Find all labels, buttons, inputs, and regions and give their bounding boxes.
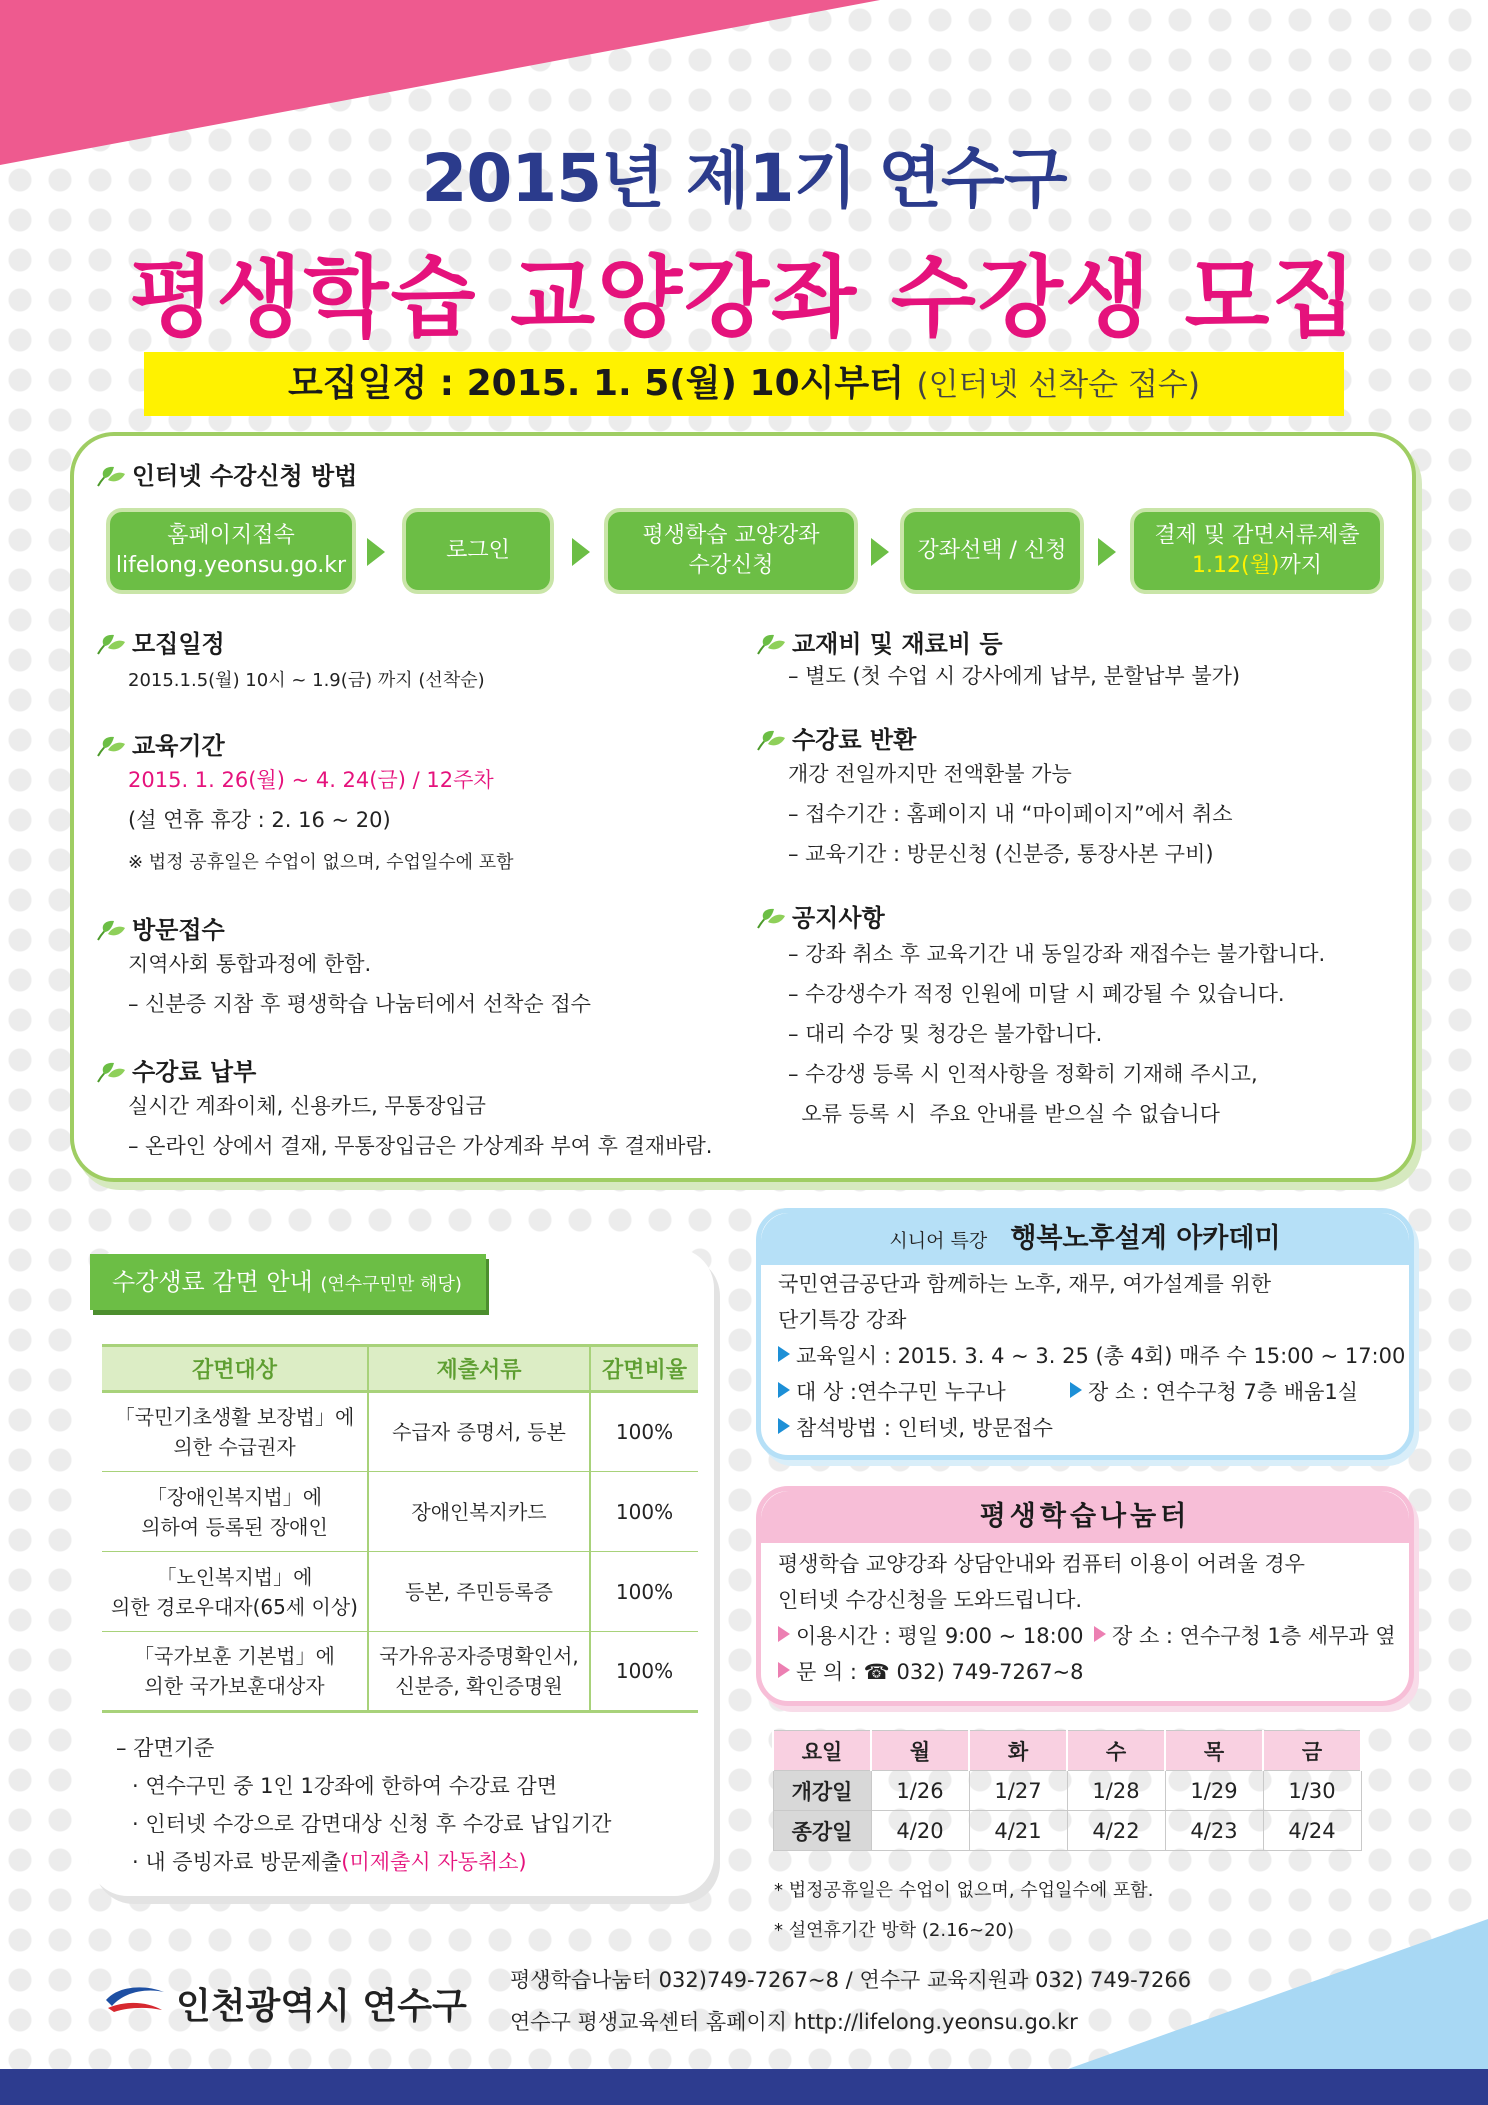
step-label: 결제 및 감면서류제출 <box>1154 523 1360 548</box>
center-phone <box>778 1652 1084 1692</box>
leaf-icon <box>756 907 786 929</box>
yeonsu-logo-icon <box>104 1980 166 2014</box>
footer-homepage: 연수구 평생교육센터 홈페이지 http://lifelong.yeonsu.go.kr <box>510 2010 1078 2034</box>
target-cell <box>102 1632 368 1712</box>
senior-place <box>1070 1372 1358 1412</box>
visit-line2: – 신분증 지참 후 평생학습 나눔터에서 선착순 접수 <box>128 992 591 1016</box>
table-cell: 4/21 <box>969 1811 1067 1851</box>
cell-text: 장애인복지카드 <box>411 1499 547 1524</box>
senior-method-text: 참석방법 : 인터넷, 방문접수 <box>796 1416 1053 1440</box>
col-header: 목 <box>1165 1731 1263 1771</box>
refund-line3: – 교육기간 : 방문신청 (신분증, 통장사본 구비) <box>788 842 1214 866</box>
leaf-icon <box>96 633 126 655</box>
table-cell: 1/28 <box>1067 1771 1165 1811</box>
doc-cell <box>368 1472 590 1552</box>
table-row <box>102 1552 698 1632</box>
notice-line: 오류 등록 시 주요 안내를 받으실 수 없습니다 <box>788 1102 1220 1126</box>
deadline-highlight: 1.12(월) <box>1192 553 1280 578</box>
schedule-banner <box>144 352 1344 416</box>
col-header: 제출서류 <box>368 1346 590 1392</box>
notice-title: 공지사항 <box>756 898 885 933</box>
senior-desc1: 국민연금공단과 함께하는 노후, 재무, 여가설계를 위한 <box>778 1272 1272 1296</box>
target-cell <box>102 1472 368 1552</box>
leaf-icon <box>756 633 786 655</box>
doc-cell <box>368 1552 590 1632</box>
deadline-suffix: 까지 <box>1279 553 1322 578</box>
table-row <box>102 1632 698 1712</box>
cell-text: 「노인복지법」에 <box>156 1564 313 1589</box>
criteria-title: – 감면기준 <box>116 1736 215 1760</box>
table-cell: 4/24 <box>1263 1811 1361 1851</box>
refund-line1: 개강 전일까지만 전액환불 가능 <box>788 762 1072 786</box>
table-cell: 4/23 <box>1165 1811 1263 1851</box>
triangle-bullet-icon <box>778 1382 790 1398</box>
step-label: 로그인 <box>446 538 510 563</box>
table-cell: 4/22 <box>1067 1811 1165 1851</box>
center-hours-text: 이용시간 : 평일 9:00 ~ 18:00 <box>796 1624 1084 1648</box>
table-header-row <box>773 1731 1361 1771</box>
table-cell: 1/27 <box>969 1771 1067 1811</box>
table-cell: 4/20 <box>871 1811 969 1851</box>
visit-title: 방문접수 <box>96 910 225 945</box>
edu-period-note: ※ 법정 공휴일은 수업이 없으며, 수업일수에 포함 <box>128 852 514 873</box>
center-hours <box>778 1616 1083 1656</box>
target-cell <box>102 1392 368 1472</box>
step-label <box>1192 551 1322 581</box>
cell-text: 의한 경로우대자(65세 이상) <box>111 1594 358 1619</box>
edu-period-break: (설 연휴 휴강 : 2. 16 ~ 20) <box>128 808 391 832</box>
step-apply-course <box>604 508 858 594</box>
course-schedule-table <box>772 1730 1362 1851</box>
doc-cell <box>368 1632 590 1712</box>
table-cell: 1/30 <box>1263 1771 1361 1811</box>
doc-cell <box>368 1392 590 1472</box>
discount-tab <box>90 1254 486 1310</box>
leaf-icon <box>96 465 126 487</box>
table-row <box>773 1811 1361 1851</box>
schedule-sub: (인터넷 선착순 접수) <box>916 367 1200 403</box>
recruit-period-title: 모집일정 <box>96 624 225 659</box>
table-row <box>102 1472 698 1552</box>
criteria-warning: (미제출시 자동취소) <box>341 1850 527 1874</box>
blue-corner-decoration <box>1068 1919 1488 2069</box>
recruit-period-text: 2015.1.5(월) 10시 ~ 1.9(금) 까지 (선착순) <box>128 670 485 691</box>
arrow-right-icon <box>871 538 889 566</box>
col-header: 화 <box>969 1731 1067 1771</box>
table-cell: 1/26 <box>871 1771 969 1811</box>
center-phone-text: 문 의 : ☎ 032) 749-7267~8 <box>796 1660 1084 1684</box>
triangle-bullet-icon <box>1070 1382 1082 1398</box>
table-cell: 1/29 <box>1165 1771 1263 1811</box>
senior-method <box>778 1408 1053 1448</box>
rate-cell: 100% <box>590 1632 698 1712</box>
notice-line: – 수강생수가 적정 인원에 미달 시 폐강될 수 있습니다. <box>788 982 1285 1006</box>
triangle-bullet-icon <box>778 1346 790 1362</box>
cell-text: 의한 수급권자 <box>173 1435 296 1459</box>
center-place <box>1094 1616 1396 1656</box>
step-payment <box>1130 508 1384 594</box>
leaf-icon <box>96 735 126 757</box>
schedule-note2: * 설연휴기간 방학 (2.16~20) <box>774 1920 1014 1941</box>
table-row <box>102 1392 698 1472</box>
visit-line1: 지역사회 통합과정에 한함. <box>128 952 372 976</box>
center-desc2: 인터넷 수강신청을 도와드립니다. <box>778 1588 1083 1612</box>
senior-academy-header <box>761 1213 1409 1265</box>
payment-line1: 실시간 계좌이체, 신용카드, 무통장입금 <box>128 1094 486 1118</box>
triangle-bullet-icon <box>778 1418 790 1434</box>
table-header-row <box>102 1346 698 1392</box>
target-cell <box>102 1552 368 1632</box>
arrow-right-icon <box>1098 538 1116 566</box>
step-label: lifelong.yeonsu.go.kr <box>115 553 347 578</box>
criteria-line: · 인터넷 수강으로 감면대상 신청 후 수강료 납입기간 <box>132 1812 612 1836</box>
center-place-text: 장 소 : 연수구청 1층 세무과 옆 <box>1112 1624 1396 1648</box>
triangle-bullet-icon <box>778 1662 790 1678</box>
footer-contact: 평생학습나눔터 032)749-7267~8 / 연수구 교육지원과 032) 749-7266 <box>510 1968 1192 1992</box>
cell-text: 의하여 등록된 장애인 <box>141 1514 328 1539</box>
step-label: 홈페이지접속 <box>167 523 295 548</box>
step-login <box>402 508 554 594</box>
senior-target <box>778 1372 1006 1412</box>
schedule-note1: * 법정공휴일은 수업이 없으며, 수업일수에 포함. <box>774 1880 1154 1901</box>
criteria-line: · 연수구민 중 1인 1강좌에 한하여 수강료 감면 <box>132 1774 557 1798</box>
edu-period-title: 교육기간 <box>96 726 225 761</box>
senior-title: 행복노후설계 아카데미 <box>1010 1223 1281 1254</box>
edu-period-dates: 2015. 1. 26(월) ~ 4. 24(금) / 12주차 <box>128 768 494 792</box>
cell-text: 「국민기초생활 보장법」에 <box>114 1405 355 1429</box>
discount-table <box>102 1344 698 1713</box>
senior-label: 시니어 특강 <box>889 1230 988 1252</box>
notice-line: – 수강생 등록 시 인적사항을 정확히 기재해 주시고, <box>788 1062 1258 1086</box>
step-label: 수강신청 <box>688 553 774 578</box>
table-row <box>773 1771 1361 1811</box>
col-header: 수 <box>1067 1731 1165 1771</box>
refund-title: 수강료 반환 <box>756 720 916 755</box>
rate-cell: 100% <box>590 1392 698 1472</box>
internet-apply-title: 인터넷 수강신청 방법 <box>96 456 357 491</box>
payment-title: 수강료 납부 <box>96 1052 256 1087</box>
leaf-icon <box>756 729 786 751</box>
learning-center-title: 평생학습나눔터 <box>761 1491 1409 1543</box>
cell-text: 의한 국가보훈대상자 <box>144 1674 325 1698</box>
senior-desc2: 단기특강 강좌 <box>778 1308 907 1332</box>
col-header: 금 <box>1263 1731 1361 1771</box>
triangle-bullet-icon <box>778 1626 790 1642</box>
cell-text: 국가유공자증명확인서, <box>379 1644 579 1668</box>
senior-date <box>778 1336 1405 1376</box>
step-select-course <box>900 508 1084 594</box>
materials-title: 교재비 및 재료비 등 <box>756 624 1003 659</box>
center-desc1: 평생학습 교양강좌 상담안내와 컴퓨터 이용이 어려울 경우 <box>778 1552 1305 1576</box>
cell-text: 「국가보훈 기본법」에 <box>134 1644 335 1668</box>
notice-line: – 강좌 취소 후 교육기간 내 동일강좌 재접수는 불가합니다. <box>788 942 1326 966</box>
col-header: 월 <box>871 1731 969 1771</box>
org-name: 인천광역시 연수구 <box>176 1986 467 2027</box>
page-title-line1: 2015년 제1기 연수구 <box>421 140 1067 217</box>
step-homepage <box>106 508 356 594</box>
criteria-text: · 내 증빙자료 방문제출 <box>132 1850 342 1874</box>
col-header: 요일 <box>773 1731 871 1771</box>
page-title-line2: 평생학습 교양강좌 수강생 모집 <box>129 246 1359 349</box>
step-label: 평생학습 교양강좌 <box>642 523 820 548</box>
triangle-bullet-icon <box>1094 1626 1106 1642</box>
refund-line2: – 접수기간 : 홈페이지 내 “마이페이지”에서 취소 <box>788 802 1233 826</box>
row-header: 개강일 <box>773 1771 871 1811</box>
col-header: 감면대상 <box>102 1346 368 1392</box>
cell-text: 수급자 증명서, 등본 <box>392 1420 566 1444</box>
discount-tab-title: 수강생료 감면 안내 <box>112 1268 313 1296</box>
schedule-main: 모집일정 : 2015. 1. 5(월) 10시부터 <box>288 363 904 404</box>
footer-bar <box>0 2069 1488 2105</box>
senior-place-text: 장 소 : 연수구청 7층 배움1실 <box>1088 1380 1359 1404</box>
arrow-right-icon <box>367 538 385 566</box>
cell-text: 등본, 주민등록증 <box>405 1579 553 1604</box>
senior-target-text: 대 상 :연수구민 누구나 <box>796 1380 1006 1404</box>
step-label: 강좌선택 / 신청 <box>917 538 1067 563</box>
cell-text: 「장애인복지법」에 <box>146 1484 323 1509</box>
leaf-icon <box>96 1061 126 1083</box>
senior-date-text: 교육일시 : 2015. 3. 4 ~ 3. 25 (총 4회) 매주 수 15:00 ~ 17:00 <box>796 1344 1406 1368</box>
payment-line2: – 온라인 상에서 결재, 무통장입금은 가상계좌 부여 후 결재바람. <box>128 1134 713 1158</box>
leaf-icon <box>96 919 126 941</box>
materials-line1: – 별도 (첫 수업 시 강사에게 납부, 분할납부 불가) <box>788 664 1241 688</box>
col-header: 감면비율 <box>590 1346 698 1392</box>
notice-line: – 대리 수강 및 청강은 불가합니다. <box>788 1022 1103 1046</box>
rate-cell: 100% <box>590 1472 698 1552</box>
criteria-line <box>132 1842 527 1882</box>
row-header: 종강일 <box>773 1811 871 1851</box>
rate-cell: 100% <box>590 1552 698 1632</box>
arrow-right-icon <box>572 538 590 566</box>
cell-text: 신분증, 확인증명원 <box>395 1674 563 1698</box>
discount-tab-sub: (연수구민만 해당) <box>320 1274 462 1295</box>
